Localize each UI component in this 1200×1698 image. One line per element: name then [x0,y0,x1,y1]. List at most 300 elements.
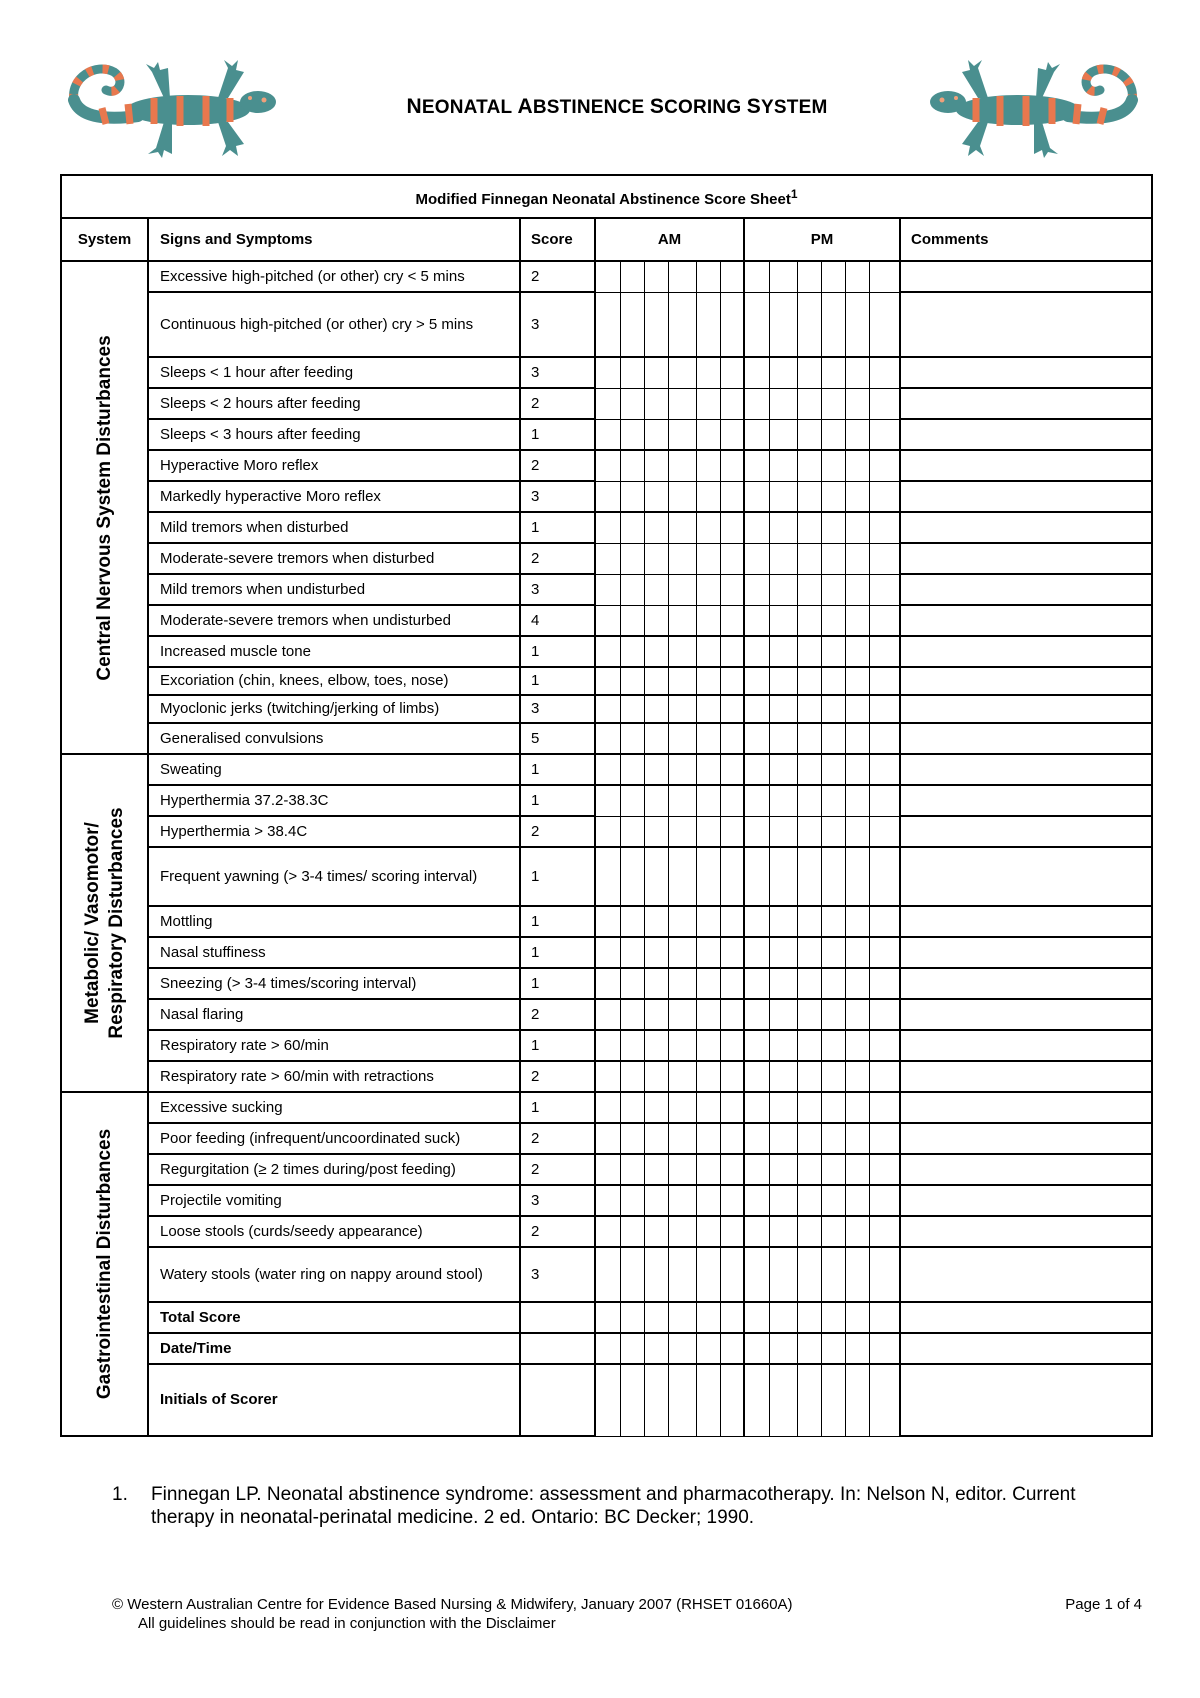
pm-score-cell[interactable] [845,968,869,999]
pm-score-cell[interactable] [845,543,869,574]
pm-score-cell[interactable] [845,1364,869,1436]
pm-score-cell[interactable] [869,1123,900,1154]
am-score-cell[interactable] [696,1185,720,1216]
am-score-cell[interactable] [595,574,620,605]
pm-score-cell[interactable] [821,1333,845,1364]
am-score-cell[interactable] [668,667,696,695]
pm-score-cell[interactable] [797,636,821,667]
pm-score-cell[interactable] [821,605,845,636]
comments-cell[interactable] [900,968,1152,999]
pm-score-cell[interactable] [744,543,769,574]
pm-score-cell[interactable] [797,481,821,512]
am-score-cell[interactable] [668,481,696,512]
pm-score-cell[interactable] [821,847,845,906]
am-score-cell[interactable] [696,1247,720,1302]
pm-score-cell[interactable] [821,1092,845,1123]
pm-score-cell[interactable] [845,1092,869,1123]
pm-score-cell[interactable] [869,1247,900,1302]
pm-score-cell[interactable] [797,1154,821,1185]
pm-score-cell[interactable] [797,261,821,292]
am-score-cell[interactable] [668,785,696,816]
pm-score-cell[interactable] [744,937,769,968]
pm-score-cell[interactable] [769,261,797,292]
am-score-cell[interactable] [595,1216,620,1247]
comments-cell[interactable] [900,906,1152,937]
am-score-cell[interactable] [644,999,668,1030]
am-score-cell[interactable] [720,1216,744,1247]
pm-score-cell[interactable] [821,419,845,450]
am-score-cell[interactable] [644,968,668,999]
am-score-cell[interactable] [696,906,720,937]
pm-score-cell[interactable] [769,636,797,667]
pm-score-cell[interactable] [769,574,797,605]
comments-cell[interactable] [900,605,1152,636]
total-score-row-score-cell[interactable] [520,1302,595,1333]
pm-score-cell[interactable] [744,1185,769,1216]
am-score-cell[interactable] [668,1333,696,1364]
am-score-cell[interactable] [720,723,744,754]
am-score-cell[interactable] [644,1061,668,1092]
am-score-cell[interactable] [696,999,720,1030]
comments-cell[interactable] [900,1123,1152,1154]
pm-score-cell[interactable] [869,1364,900,1436]
pm-score-cell[interactable] [769,1333,797,1364]
am-score-cell[interactable] [720,695,744,723]
pm-score-cell[interactable] [821,1123,845,1154]
am-score-cell[interactable] [644,512,668,543]
am-score-cell[interactable] [620,388,644,419]
pm-score-cell[interactable] [797,667,821,695]
pm-score-cell[interactable] [845,1302,869,1333]
pm-score-cell[interactable] [821,574,845,605]
am-score-cell[interactable] [644,605,668,636]
pm-score-cell[interactable] [869,574,900,605]
am-score-cell[interactable] [720,481,744,512]
am-score-cell[interactable] [720,847,744,906]
pm-score-cell[interactable] [744,968,769,999]
am-score-cell[interactable] [720,1092,744,1123]
am-score-cell[interactable] [668,754,696,785]
am-score-cell[interactable] [720,1154,744,1185]
am-score-cell[interactable] [696,1333,720,1364]
am-score-cell[interactable] [696,574,720,605]
pm-score-cell[interactable] [869,723,900,754]
pm-score-cell[interactable] [744,999,769,1030]
am-score-cell[interactable] [696,1364,720,1436]
am-score-cell[interactable] [595,481,620,512]
am-score-cell[interactable] [620,419,644,450]
pm-score-cell[interactable] [744,667,769,695]
am-score-cell[interactable] [620,1030,644,1061]
am-score-cell[interactable] [668,1092,696,1123]
am-score-cell[interactable] [620,1154,644,1185]
pm-score-cell[interactable] [769,847,797,906]
am-score-cell[interactable] [720,999,744,1030]
pm-score-cell[interactable] [769,1247,797,1302]
am-score-cell[interactable] [620,574,644,605]
pm-score-cell[interactable] [845,723,869,754]
am-score-cell[interactable] [720,450,744,481]
am-score-cell[interactable] [644,357,668,388]
comments-cell[interactable] [900,999,1152,1030]
comments-cell[interactable] [900,388,1152,419]
am-score-cell[interactable] [720,574,744,605]
pm-score-cell[interactable] [845,1123,869,1154]
pm-score-cell[interactable] [744,261,769,292]
pm-score-cell[interactable] [845,1216,869,1247]
comments-cell[interactable] [900,723,1152,754]
pm-score-cell[interactable] [869,261,900,292]
pm-score-cell[interactable] [869,1216,900,1247]
pm-score-cell[interactable] [821,667,845,695]
pm-score-cell[interactable] [744,1216,769,1247]
pm-score-cell[interactable] [797,695,821,723]
pm-score-cell[interactable] [797,1216,821,1247]
pm-score-cell[interactable] [744,1364,769,1436]
am-score-cell[interactable] [668,937,696,968]
am-score-cell[interactable] [595,1364,620,1436]
pm-score-cell[interactable] [869,1030,900,1061]
am-score-cell[interactable] [644,1185,668,1216]
pm-score-cell[interactable] [744,636,769,667]
am-score-cell[interactable] [644,481,668,512]
am-score-cell[interactable] [644,292,668,357]
pm-score-cell[interactable] [769,1061,797,1092]
am-score-cell[interactable] [620,816,644,847]
pm-score-cell[interactable] [744,605,769,636]
pm-score-cell[interactable] [821,1247,845,1302]
am-score-cell[interactable] [668,292,696,357]
pm-score-cell[interactable] [821,512,845,543]
am-score-cell[interactable] [644,847,668,906]
am-score-cell[interactable] [696,695,720,723]
pm-score-cell[interactable] [821,754,845,785]
pm-score-cell[interactable] [769,785,797,816]
am-score-cell[interactable] [668,357,696,388]
am-score-cell[interactable] [620,695,644,723]
pm-score-cell[interactable] [869,1092,900,1123]
am-score-cell[interactable] [720,543,744,574]
am-score-cell[interactable] [595,1030,620,1061]
pm-score-cell[interactable] [769,816,797,847]
am-score-cell[interactable] [720,1333,744,1364]
am-score-cell[interactable] [696,1216,720,1247]
am-score-cell[interactable] [720,785,744,816]
am-score-cell[interactable] [696,1061,720,1092]
pm-score-cell[interactable] [869,937,900,968]
pm-score-cell[interactable] [821,450,845,481]
pm-score-cell[interactable] [744,419,769,450]
pm-score-cell[interactable] [769,1030,797,1061]
am-score-cell[interactable] [696,543,720,574]
pm-score-cell[interactable] [869,450,900,481]
pm-score-cell[interactable] [845,1154,869,1185]
pm-score-cell[interactable] [845,261,869,292]
pm-score-cell[interactable] [744,1333,769,1364]
pm-score-cell[interactable] [769,1302,797,1333]
am-score-cell[interactable] [595,357,620,388]
am-score-cell[interactable] [668,1123,696,1154]
pm-score-cell[interactable] [797,512,821,543]
pm-score-cell[interactable] [769,388,797,419]
pm-score-cell[interactable] [845,785,869,816]
pm-score-cell[interactable] [845,847,869,906]
am-score-cell[interactable] [595,906,620,937]
am-score-cell[interactable] [620,1092,644,1123]
pm-score-cell[interactable] [744,1154,769,1185]
am-score-cell[interactable] [668,695,696,723]
comments-cell[interactable] [900,292,1152,357]
pm-score-cell[interactable] [845,816,869,847]
pm-score-cell[interactable] [744,906,769,937]
pm-score-cell[interactable] [744,1030,769,1061]
comments-cell[interactable] [900,667,1152,695]
am-score-cell[interactable] [644,1123,668,1154]
pm-score-cell[interactable] [769,1123,797,1154]
am-score-cell[interactable] [644,816,668,847]
am-score-cell[interactable] [668,261,696,292]
am-score-cell[interactable] [668,1302,696,1333]
am-score-cell[interactable] [644,723,668,754]
pm-score-cell[interactable] [821,292,845,357]
pm-score-cell[interactable] [821,695,845,723]
pm-score-cell[interactable] [845,1247,869,1302]
pm-score-cell[interactable] [769,543,797,574]
am-score-cell[interactable] [668,999,696,1030]
pm-score-cell[interactable] [869,816,900,847]
am-score-cell[interactable] [696,450,720,481]
pm-score-cell[interactable] [744,1302,769,1333]
date-time-row-score-cell[interactable] [520,1333,595,1364]
comments-cell[interactable] [900,1364,1152,1436]
comments-cell[interactable] [900,785,1152,816]
am-score-cell[interactable] [696,968,720,999]
pm-score-cell[interactable] [769,1092,797,1123]
am-score-cell[interactable] [620,754,644,785]
comments-cell[interactable] [900,847,1152,906]
comments-cell[interactable] [900,1247,1152,1302]
pm-score-cell[interactable] [869,481,900,512]
am-score-cell[interactable] [620,1364,644,1436]
pm-score-cell[interactable] [797,1302,821,1333]
am-score-cell[interactable] [668,605,696,636]
am-score-cell[interactable] [696,388,720,419]
pm-score-cell[interactable] [769,450,797,481]
am-score-cell[interactable] [668,906,696,937]
pm-score-cell[interactable] [869,754,900,785]
pm-score-cell[interactable] [797,1185,821,1216]
am-score-cell[interactable] [620,1302,644,1333]
am-score-cell[interactable] [696,1123,720,1154]
pm-score-cell[interactable] [744,816,769,847]
am-score-cell[interactable] [620,968,644,999]
pm-score-cell[interactable] [769,695,797,723]
comments-cell[interactable] [900,450,1152,481]
pm-score-cell[interactable] [769,357,797,388]
pm-score-cell[interactable] [821,1364,845,1436]
pm-score-cell[interactable] [797,785,821,816]
am-score-cell[interactable] [595,723,620,754]
am-score-cell[interactable] [696,419,720,450]
am-score-cell[interactable] [696,1092,720,1123]
pm-score-cell[interactable] [797,999,821,1030]
am-score-cell[interactable] [595,754,620,785]
pm-score-cell[interactable] [769,754,797,785]
am-score-cell[interactable] [668,1154,696,1185]
am-score-cell[interactable] [620,906,644,937]
am-score-cell[interactable] [720,1247,744,1302]
pm-score-cell[interactable] [869,695,900,723]
comments-cell[interactable] [900,1092,1152,1123]
comments-cell[interactable] [900,695,1152,723]
am-score-cell[interactable] [720,968,744,999]
am-score-cell[interactable] [668,419,696,450]
am-score-cell[interactable] [620,847,644,906]
pm-score-cell[interactable] [744,1061,769,1092]
pm-score-cell[interactable] [821,1030,845,1061]
comments-cell[interactable] [900,1061,1152,1092]
am-score-cell[interactable] [668,1247,696,1302]
am-score-cell[interactable] [595,1092,620,1123]
pm-score-cell[interactable] [769,937,797,968]
pm-score-cell[interactable] [821,906,845,937]
pm-score-cell[interactable] [821,1302,845,1333]
am-score-cell[interactable] [595,999,620,1030]
am-score-cell[interactable] [644,754,668,785]
comments-cell[interactable] [900,1154,1152,1185]
comments-cell[interactable] [900,1030,1152,1061]
pm-score-cell[interactable] [797,1247,821,1302]
am-score-cell[interactable] [644,450,668,481]
am-score-cell[interactable] [620,512,644,543]
am-score-cell[interactable] [668,1061,696,1092]
am-score-cell[interactable] [720,667,744,695]
am-score-cell[interactable] [595,785,620,816]
am-score-cell[interactable] [668,1216,696,1247]
pm-score-cell[interactable] [869,785,900,816]
comments-cell[interactable] [900,1302,1152,1333]
am-score-cell[interactable] [644,543,668,574]
am-score-cell[interactable] [620,937,644,968]
am-score-cell[interactable] [720,636,744,667]
am-score-cell[interactable] [595,667,620,695]
pm-score-cell[interactable] [797,847,821,906]
am-score-cell[interactable] [644,785,668,816]
pm-score-cell[interactable] [845,906,869,937]
am-score-cell[interactable] [644,261,668,292]
pm-score-cell[interactable] [869,292,900,357]
am-score-cell[interactable] [595,816,620,847]
comments-cell[interactable] [900,543,1152,574]
am-score-cell[interactable] [668,816,696,847]
pm-score-cell[interactable] [845,636,869,667]
pm-score-cell[interactable] [821,357,845,388]
pm-score-cell[interactable] [869,388,900,419]
am-score-cell[interactable] [668,574,696,605]
comments-cell[interactable] [900,261,1152,292]
am-score-cell[interactable] [595,419,620,450]
am-score-cell[interactable] [595,292,620,357]
pm-score-cell[interactable] [821,816,845,847]
am-score-cell[interactable] [644,636,668,667]
am-score-cell[interactable] [644,574,668,605]
pm-score-cell[interactable] [845,481,869,512]
am-score-cell[interactable] [668,388,696,419]
am-score-cell[interactable] [720,1030,744,1061]
am-score-cell[interactable] [644,1030,668,1061]
am-score-cell[interactable] [720,512,744,543]
am-score-cell[interactable] [644,388,668,419]
am-score-cell[interactable] [696,605,720,636]
pm-score-cell[interactable] [797,906,821,937]
pm-score-cell[interactable] [821,968,845,999]
pm-score-cell[interactable] [797,1123,821,1154]
pm-score-cell[interactable] [797,574,821,605]
pm-score-cell[interactable] [769,481,797,512]
am-score-cell[interactable] [668,543,696,574]
pm-score-cell[interactable] [797,1333,821,1364]
pm-score-cell[interactable] [821,723,845,754]
am-score-cell[interactable] [696,357,720,388]
pm-score-cell[interactable] [821,1061,845,1092]
am-score-cell[interactable] [644,419,668,450]
comments-cell[interactable] [900,574,1152,605]
comments-cell[interactable] [900,419,1152,450]
am-score-cell[interactable] [720,261,744,292]
am-score-cell[interactable] [696,847,720,906]
pm-score-cell[interactable] [821,1216,845,1247]
am-score-cell[interactable] [595,388,620,419]
comments-cell[interactable] [900,481,1152,512]
am-score-cell[interactable] [720,1185,744,1216]
pm-score-cell[interactable] [845,695,869,723]
am-score-cell[interactable] [595,543,620,574]
am-score-cell[interactable] [720,388,744,419]
pm-score-cell[interactable] [797,357,821,388]
pm-score-cell[interactable] [845,937,869,968]
pm-score-cell[interactable] [845,388,869,419]
am-score-cell[interactable] [620,999,644,1030]
pm-score-cell[interactable] [869,1185,900,1216]
am-score-cell[interactable] [620,357,644,388]
am-score-cell[interactable] [720,816,744,847]
pm-score-cell[interactable] [744,754,769,785]
am-score-cell[interactable] [620,723,644,754]
pm-score-cell[interactable] [869,906,900,937]
pm-score-cell[interactable] [821,481,845,512]
am-score-cell[interactable] [620,292,644,357]
am-score-cell[interactable] [720,937,744,968]
am-score-cell[interactable] [668,1185,696,1216]
pm-score-cell[interactable] [845,292,869,357]
pm-score-cell[interactable] [845,1185,869,1216]
am-score-cell[interactable] [696,481,720,512]
am-score-cell[interactable] [595,512,620,543]
am-score-cell[interactable] [720,419,744,450]
am-score-cell[interactable] [720,1123,744,1154]
am-score-cell[interactable] [696,512,720,543]
am-score-cell[interactable] [668,636,696,667]
pm-score-cell[interactable] [821,999,845,1030]
pm-score-cell[interactable] [869,512,900,543]
pm-score-cell[interactable] [845,1030,869,1061]
am-score-cell[interactable] [620,261,644,292]
pm-score-cell[interactable] [769,968,797,999]
am-score-cell[interactable] [720,906,744,937]
am-score-cell[interactable] [696,1302,720,1333]
am-score-cell[interactable] [595,1185,620,1216]
am-score-cell[interactable] [696,723,720,754]
